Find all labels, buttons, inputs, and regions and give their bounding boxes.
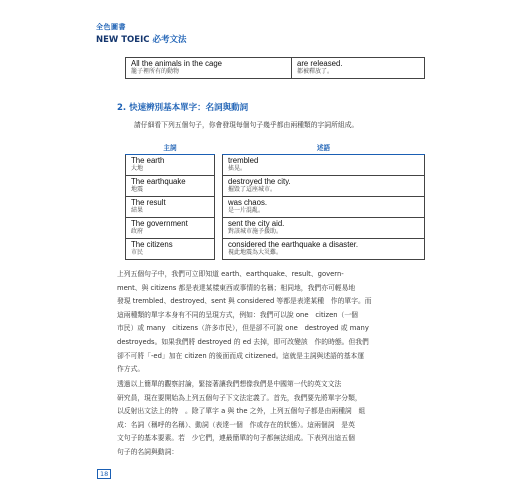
paragraph-line: 成：名詞（稱呼的名稱）、動詞（表達一個 作或存在的狀態）。這兩個詞 是英 [117, 420, 355, 429]
paragraph-line: 發現 trembled、destroyed、sent 與 considered 等都是表達某種 作的單字。而 [117, 297, 372, 306]
section-title: 2. 快速辨別基本單字：名詞與動詞 [117, 103, 249, 113]
header-predicate: 述語 [223, 141, 425, 155]
subject-predicate-table [125, 141, 425, 260]
table-cell [126, 218, 215, 239]
paragraph-line: 透過以上簡單的觀察討論，緊接著讓我們想像我們是中國第一代的英文文法 [117, 380, 342, 388]
cell-english: All the animals in the cage [131, 59, 223, 68]
cell-chinese: 結果 [131, 207, 144, 214]
table-cell [223, 155, 425, 176]
book-title [96, 33, 186, 45]
cell-chinese: 籠子裡所有的動物 [131, 68, 180, 75]
cell-english: was chaos. [228, 198, 268, 207]
table-cell [223, 239, 425, 260]
paragraph-line: 文句子的基本要素。若 少它們，連最簡單的句子都無法組成。下表列出這五個 [117, 434, 355, 443]
header-gap [215, 141, 223, 155]
paragraph-line: 句子的名詞與動詞： [117, 447, 179, 456]
cell-chinese: 地震 [131, 186, 144, 193]
table-cell [126, 155, 215, 176]
paragraph-line: destroyeds。如果我們將 destroyed 的 ed 去掉，即可改變該 作的時態。但我們 [117, 337, 369, 346]
table-cell [223, 197, 425, 218]
table-row [126, 176, 425, 197]
table-cell [126, 197, 215, 218]
cell-chinese: 是一片混亂。 [228, 207, 265, 214]
cell-chinese: 市民 [131, 249, 144, 256]
table-row [126, 239, 425, 260]
top-example-table [125, 57, 425, 79]
cell-english: The citizens [131, 240, 173, 249]
header-subject: 主詞 [126, 141, 215, 155]
paragraph-line: 市民）或 many citizens（許多市民），但是卻不可說 one destroyed 或 many [117, 324, 369, 333]
paragraph-2 [117, 378, 421, 460]
paragraph-line: 這兩種類的單字本身有不同的呈現方式，例如：我們可以說 one citizen（一個 [117, 310, 358, 319]
cell-chinese: 對該城市施予援助。 [228, 228, 283, 235]
table-spacer [215, 197, 223, 218]
table-row [126, 218, 425, 239]
cell-english: The government [131, 219, 188, 228]
cell-chinese: 摧毀了這座城市。 [228, 186, 277, 193]
page-number: 18 [97, 469, 111, 479]
table-spacer [215, 239, 223, 260]
table-cell [292, 58, 425, 79]
paragraph-line: 上列五個句子中，我們可立即知道 earth、earthquake、result、govern- [117, 270, 344, 278]
cell-english: The earthquake [131, 177, 186, 186]
table-row [126, 197, 425, 218]
cell-chinese: 都被釋放了。 [297, 68, 334, 75]
running-header [96, 22, 186, 45]
table-cell [126, 58, 292, 79]
table-spacer [215, 218, 223, 239]
cell-english: considered the earthquake a disaster. [228, 240, 359, 249]
table-cell [126, 239, 215, 260]
table-spacer [215, 155, 223, 176]
paragraph-line: 作方式。 [117, 365, 145, 374]
cell-chinese: 政府 [131, 228, 144, 235]
book-title-en: NEW TOEIC [96, 35, 153, 45]
paragraph-line: 卻不可將「-ed」加在 citizen 的後面而成 citizened。這就是主詞與述語的基本運 [117, 351, 365, 360]
table-row [126, 58, 425, 79]
book-title-cn: 必考文法 [152, 35, 187, 45]
cell-english: trembled [228, 156, 259, 165]
table-row [126, 155, 425, 176]
cell-english: sent the city aid. [228, 219, 285, 228]
table-cell [126, 176, 215, 197]
cell-english: The result [131, 198, 166, 207]
table-cell [223, 176, 425, 197]
table-spacer [215, 176, 223, 197]
cell-chinese: 搖晃。 [228, 165, 247, 172]
section-intro: 請仔細看下列五個句子，你會發現每個句子幾乎都由兩種類的字詞所組成。 [134, 121, 359, 129]
table-header-row [126, 141, 425, 155]
paragraph-line: ment、與 citizens 都是表達某樣東西或事情的名稱；相同地，我們亦可輕易地 [117, 283, 356, 292]
cell-english: are released. [297, 59, 343, 68]
paragraph-line: 研究員，現在要開始為上列五個句子下文法定義了。首先，我們要先將單字分類， [117, 393, 362, 402]
cell-english: The earth [131, 156, 165, 165]
cell-chinese: 大地 [131, 165, 144, 172]
table-body [126, 155, 425, 260]
cell-chinese: 視此地震為大災難。 [228, 249, 283, 256]
series-name: 全色圖書 [96, 23, 126, 31]
cell-english: destroyed the city. [228, 177, 291, 186]
table-cell [223, 218, 425, 239]
paragraph-1 [117, 268, 421, 377]
paragraph-line: 以反射出文法上的特 。除了單字 a 與 the 之外，上列五個句子都是由兩種詞 組 [117, 407, 366, 416]
